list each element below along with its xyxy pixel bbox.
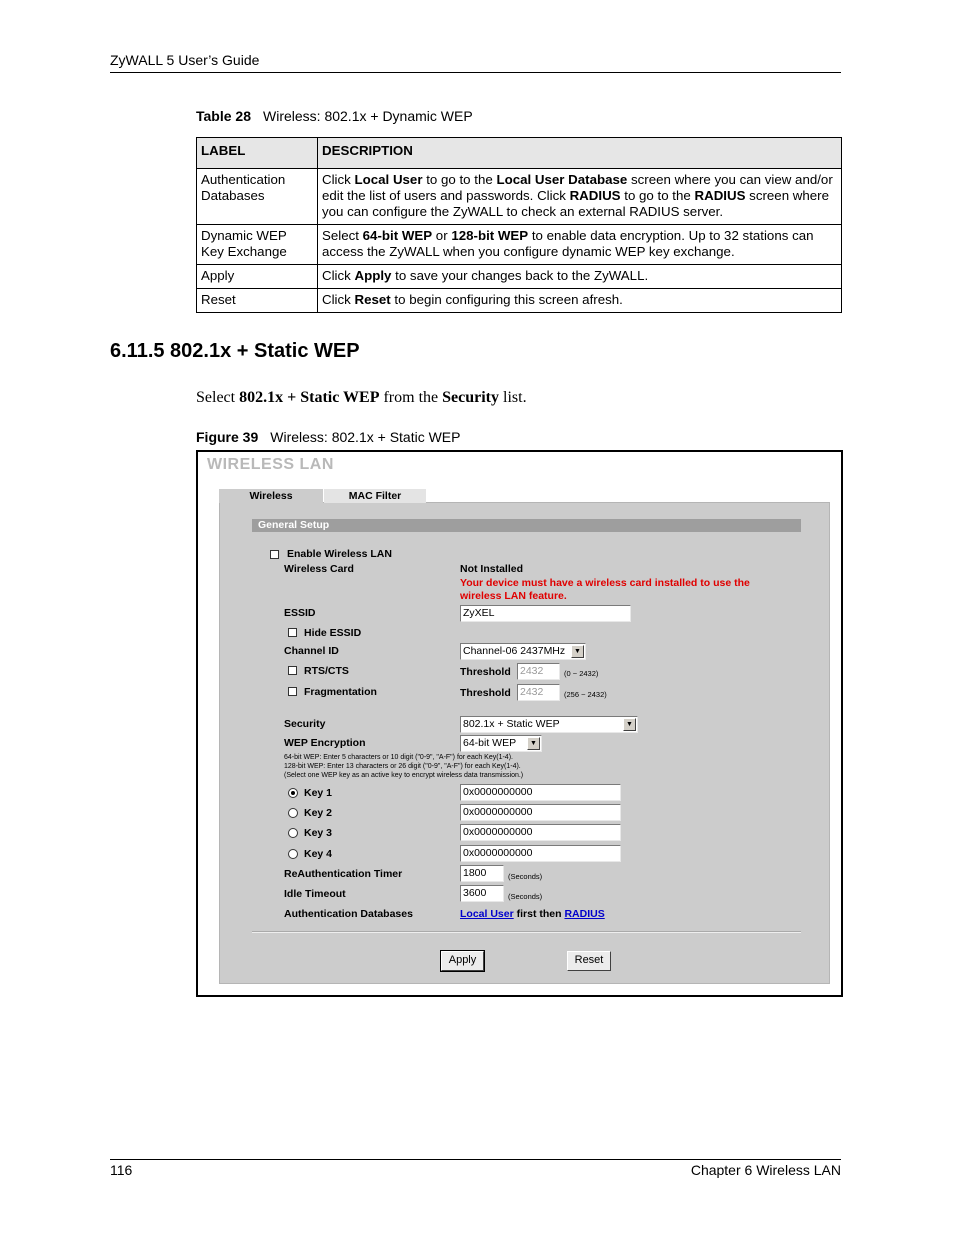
wep-note-128bit: 128-bit WEP: Enter 13 characters or 26 digit ("0-9", "A-F") for each Key(1-4). [284, 763, 521, 770]
table-caption-title: Wireless: 802.1x + Dynamic WEP [263, 108, 473, 124]
radius-link[interactable]: RADIUS [564, 908, 605, 920]
table-row [197, 169, 842, 225]
fragmentation-threshold-label: Threshold [460, 687, 511, 699]
tab-mac-filter[interactable]: MAC Filter [324, 489, 426, 503]
security-select[interactable] [460, 716, 638, 733]
auth-databases-value [460, 908, 605, 920]
rts-threshold-label: Threshold [460, 666, 511, 678]
row-label: Reset [197, 289, 318, 313]
description-table [196, 137, 842, 313]
table-row [197, 289, 842, 313]
warning-message-line2: wireless LAN feature. [460, 590, 567, 602]
fragmentation-checkbox[interactable] [288, 687, 297, 696]
table-caption-number: Table 28 [196, 108, 251, 124]
label-column-header: LABEL [197, 138, 318, 169]
essid-label: ESSID [284, 607, 316, 619]
row-label: Apply [197, 265, 318, 289]
general-setup-bar: General Setup [252, 519, 801, 532]
security-label: Security [284, 718, 326, 730]
reset-button[interactable]: Reset [567, 951, 611, 971]
enable-wireless-checkbox[interactable] [270, 550, 279, 559]
key2-radio[interactable] [288, 808, 298, 818]
rts-threshold-input[interactable]: 2432 [517, 663, 560, 680]
reauth-timer-label: ReAuthentication Timer [284, 868, 403, 880]
key2-label: Key 2 [304, 807, 333, 819]
row-description: Select 64-bit WEP or 128-bit WEP to enable data encryption. Up to 32 stations can access the ZyWALL when you configure dynamic WEP key exchange. [318, 225, 842, 265]
key1-label: Key 1 [304, 787, 333, 799]
wireless-card-label: Wireless Card [284, 563, 354, 575]
settings-panel [219, 490, 830, 984]
chapter-title: Chapter 6 Wireless LAN [690, 1162, 841, 1178]
row-description: Click Apply to save your changes back to the ZyWALL. [318, 265, 842, 289]
channel-id-label: Channel ID [284, 645, 339, 657]
description-column-header: DESCRIPTION [318, 138, 842, 169]
table-row [197, 265, 842, 289]
wep-note-64bit: 64-bit WEP: Enter 5 characters or 10 digit ("0-9", "A-F") for each Key(1-4). [284, 754, 513, 761]
row-label: Dynamic WEP Key Exchange [197, 225, 318, 265]
idle-timeout-input[interactable]: 3600 [460, 885, 504, 902]
wep-encryption-select[interactable] [460, 735, 542, 752]
figure-caption-title: Wireless: 802.1x + Static WEP [270, 429, 461, 445]
rts-cts-label: RTS/CTS [304, 665, 349, 677]
table-header-row [197, 138, 842, 169]
body-paragraph: Select 802.1x + Static WEP from the Security list. [196, 389, 527, 406]
security-value: 802.1x + Static WEP [463, 718, 560, 730]
warning-message-line1: Your device must have a wireless card installed to use the [460, 577, 750, 589]
reauth-timer-input[interactable]: 1800 [460, 865, 504, 882]
fragmentation-threshold-input[interactable]: 2432 [517, 684, 560, 701]
key3-input[interactable]: 0x0000000000 [460, 824, 621, 841]
figure-caption-number: Figure 39 [196, 429, 259, 445]
idle-timeout-label: Idle Timeout [284, 888, 346, 900]
row-description: Click Local User to go to the Local User Database screen where you can view and/or edit the list of users and passwords. Click RADIUS to go to the RADIUS screen where you can configure the ZyWALL to check an external RADIUS server. [318, 169, 842, 225]
running-header: ZyWALL 5 User’s Guide [110, 52, 260, 68]
figure-caption [196, 429, 460, 445]
hide-essid-label: Hide ESSID [304, 627, 362, 639]
section-heading: 6.11.5 802.1x + Static WEP [110, 340, 360, 362]
apply-button[interactable]: Apply [441, 951, 484, 971]
channel-id-value: Channel-06 2437MHz [463, 645, 566, 657]
wireless-lan-screenshot [196, 450, 843, 997]
key3-label: Key 3 [304, 827, 333, 839]
key3-radio[interactable] [288, 828, 298, 838]
footer-rule [110, 1159, 841, 1160]
auth-databases-label: Authentication Databases [284, 908, 413, 920]
fragmentation-threshold-range: (256 ~ 2432) [564, 690, 607, 699]
channel-id-select[interactable] [460, 643, 586, 660]
row-label: Authentication Databases [197, 169, 318, 225]
table-row [197, 225, 842, 265]
fragmentation-label: Fragmentation [304, 686, 377, 698]
wep-note-active-key: (Select one WEP key as an active key to encrypt wireless data transmission.) [284, 772, 524, 779]
hide-essid-checkbox[interactable] [288, 628, 297, 637]
key4-label: Key 4 [304, 848, 333, 860]
rts-cts-checkbox[interactable] [288, 666, 297, 675]
chevron-down-icon: ▼ [571, 645, 584, 658]
row-description: Click Reset to begin configuring this screen afresh. [318, 289, 842, 313]
key4-radio[interactable] [288, 849, 298, 859]
header-rule [110, 72, 841, 73]
key4-input[interactable]: 0x0000000000 [460, 845, 621, 862]
wireless-card-value: Not Installed [460, 563, 524, 575]
wep-encryption-label: WEP Encryption [284, 737, 366, 749]
auth-databases-separator: first then [513, 908, 565, 920]
reauth-timer-unit: (Seconds) [508, 872, 543, 881]
enable-wireless-label: Enable Wireless LAN [287, 548, 392, 560]
rts-threshold-range: (0 ~ 2432) [564, 669, 599, 678]
screen-title: WIRELESS LAN [207, 456, 334, 473]
page-number: 116 [110, 1162, 133, 1178]
chevron-down-icon: ▼ [527, 737, 540, 750]
chevron-down-icon: ▼ [623, 718, 636, 731]
divider [252, 931, 801, 933]
key1-radio[interactable] [288, 788, 298, 798]
table-caption [196, 108, 473, 124]
wep-encryption-value: 64-bit WEP [463, 737, 517, 749]
key2-input[interactable]: 0x0000000000 [460, 804, 621, 821]
local-user-link[interactable]: Local User [460, 908, 514, 920]
idle-timeout-unit: (Seconds) [508, 892, 543, 901]
essid-input[interactable]: ZyXEL [460, 605, 631, 622]
key1-input[interactable]: 0x0000000000 [460, 784, 621, 801]
tab-wireless[interactable]: Wireless [219, 489, 323, 503]
